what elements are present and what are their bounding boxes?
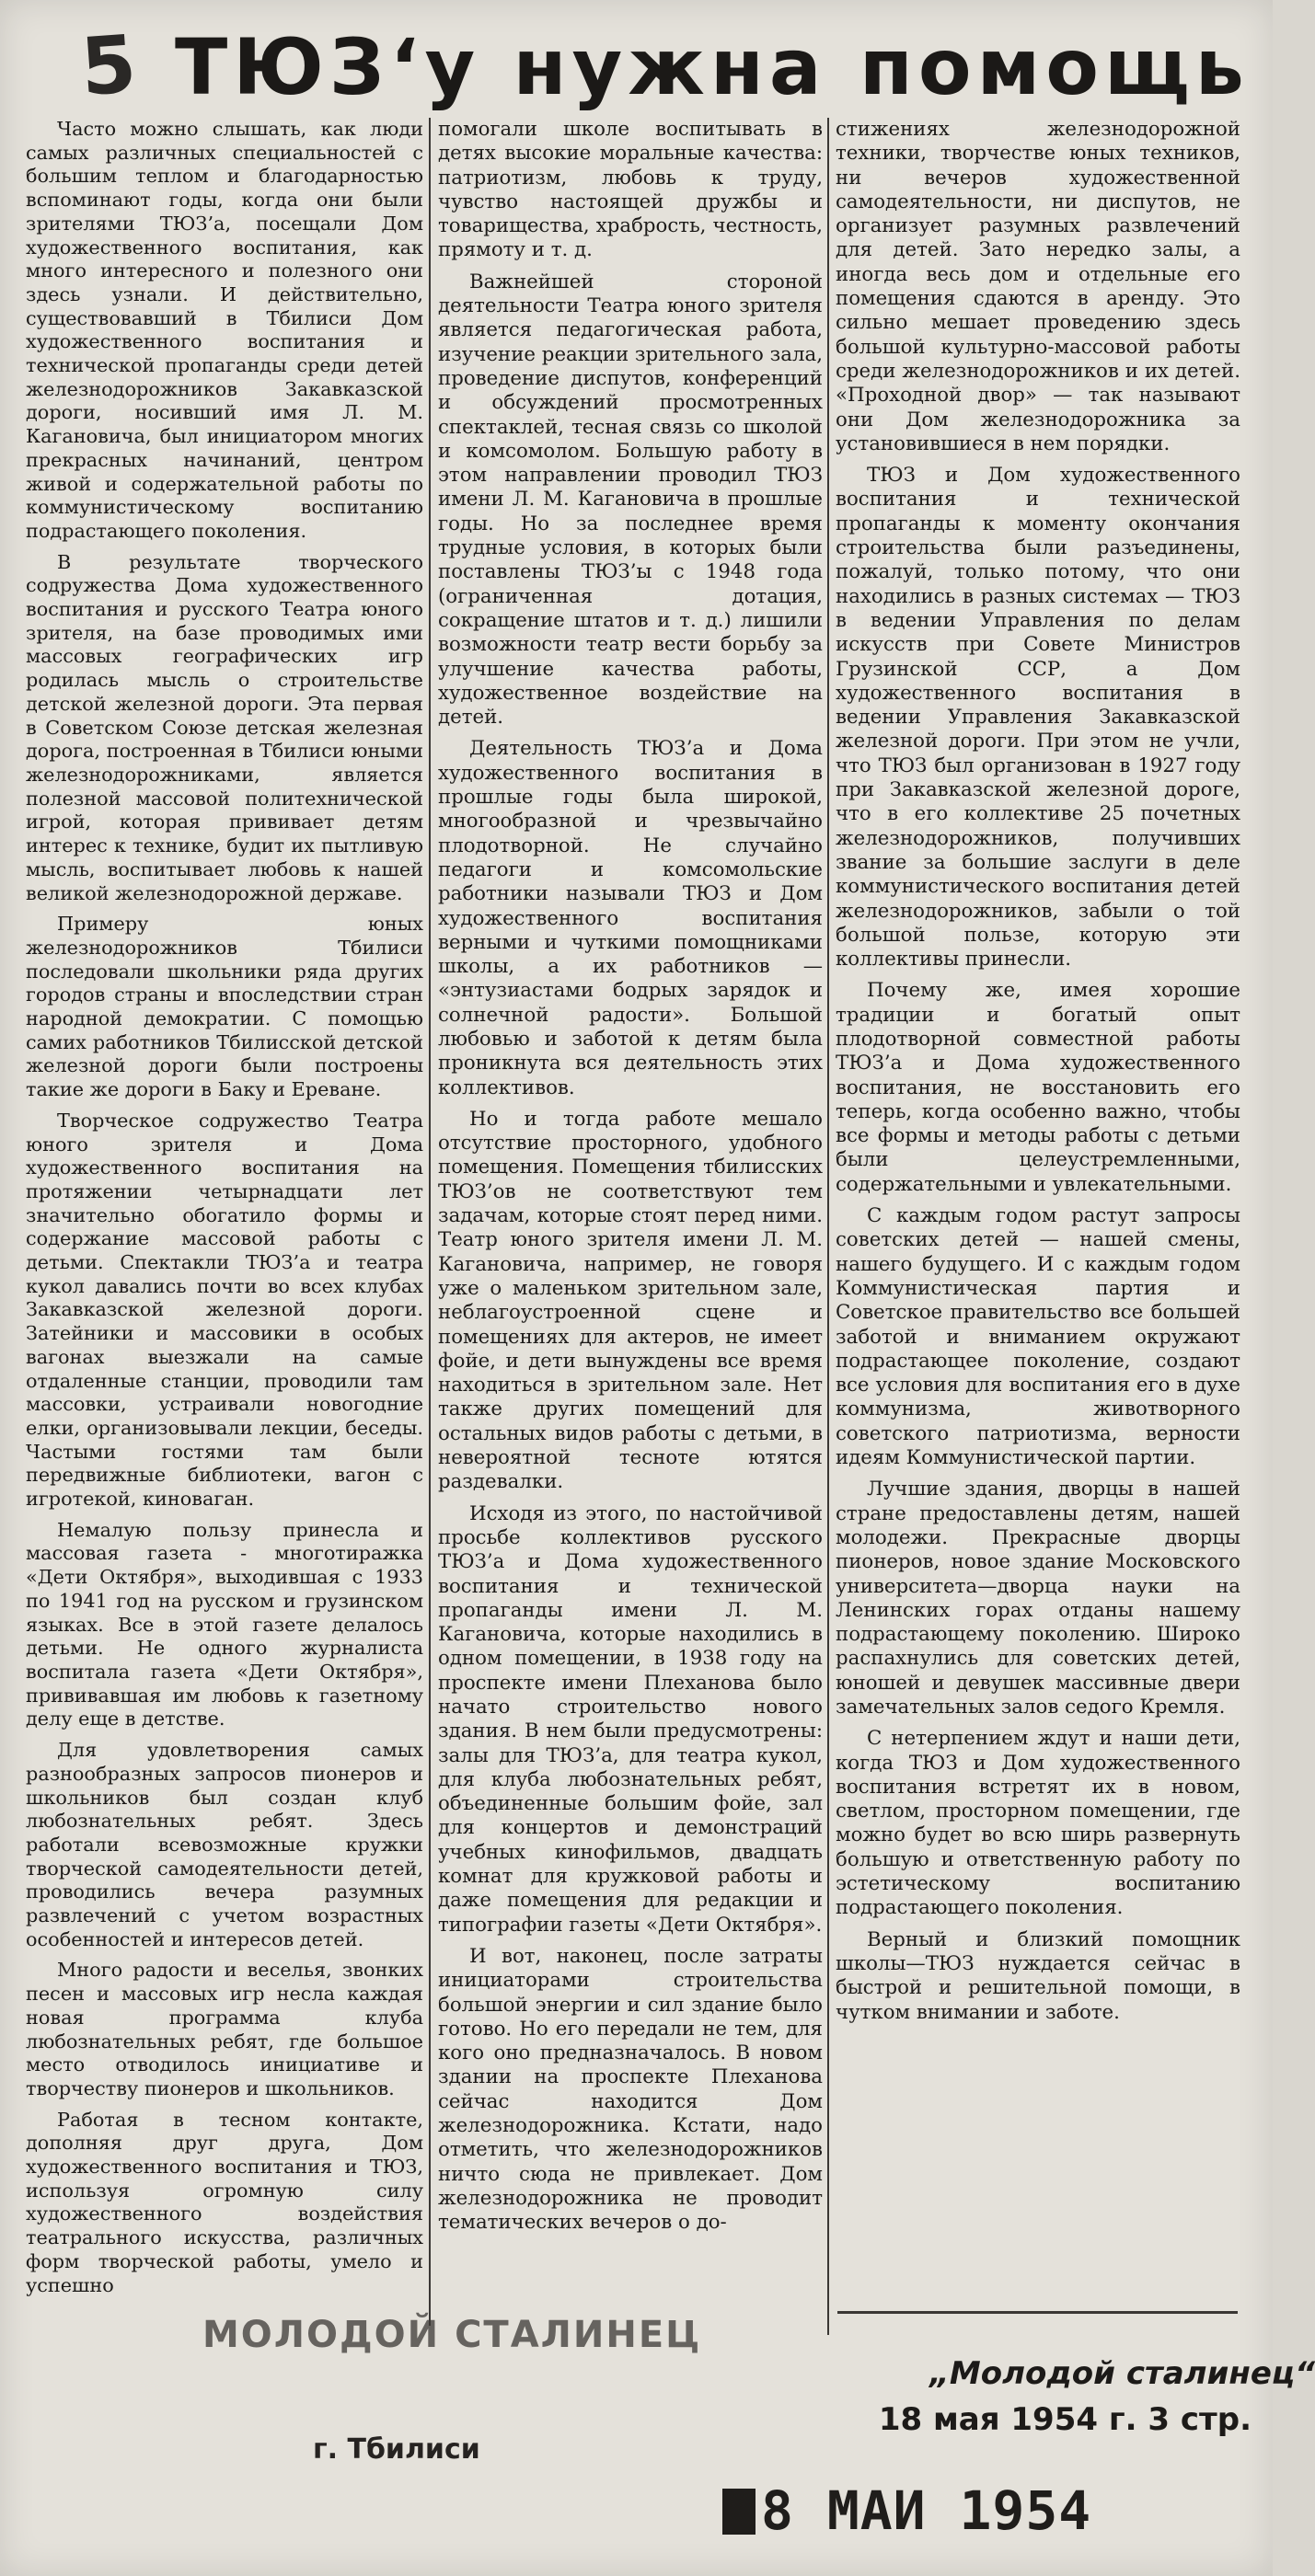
article-title: ТЮЗ‘у нужна помощь: [175, 22, 1250, 112]
paragraph: Часто можно слышать, как люди самых различных специальностей с большим теплом и благодарностью вспоминают годы, когда они были зрителями ТЮЗ’а, посещали Дом художественного воспитания, как много интересного и полезного они здесь узнали. И действительно, существовавший в Тбилиси Дом художественного воспитания и технической пропаганды среди детей железнодорожников Закавказской дороги, носивший имя Л. М. Кагановича, был инициатором многих прекрасных начинаний, центром живой и содержательной работы по коммунистическому воспитанию подрастающего поколения.: [26, 118, 423, 542]
article-column-2: [438, 118, 823, 2340]
paragraph: Работая в тесном контакте, дополняя друг друга, Дом художественного воспитания и ТЮЗ, используя огромную силу художественного воздействия театрального искусства, различных форм творческой работы, умело и успешно: [26, 2108, 423, 2296]
paragraph: помогали школе воспитывать в детях высокие моральные качества: патриотизм, любовь к труду, чувство настоящей дружбы и товарищества, храбрость, честность, прямоту и т. д.: [438, 118, 823, 262]
article-column-3: [836, 118, 1240, 2142]
date-stamp: [722, 2479, 1092, 2542]
signature-divider: [837, 2311, 1238, 2314]
stamp-date-text: 8 МАИ 1954: [761, 2479, 1092, 2542]
paragraph: стижениях железнодорожной техники, творчестве юных техников, ни вечеров художественной самодеятельности, ни диспутов, не организует разумных развлечений для детей. Зато нередко залы, а иногда весь дом и отдельные его помещения сдаются в аренду. Это сильно мешает проведению здесь большой культурно-массовой работы среди железнодорожников и их детей. «Проходной двор» — так называют они Дом железнодорожника за установившиеся в нем порядки.: [836, 118, 1240, 455]
article-column-1: [26, 118, 423, 2344]
headline: [0, 17, 1273, 118]
paragraph: С каждым годом растут запросы советских детей — нашей смены, нашего будущего. И с каждым годом Коммунистическая партия и Советское правительство все большей заботой и вниманием окружают подрастающее поколение, создают все условия для воспитания его в духе коммунизма, животворного советского патриотизма, верности идеям Коммунистической партии.: [836, 1204, 1240, 1470]
paragraph: Деятельность ТЮЗ’а и Дома художественного воспитания в прошлые годы была широкой, многообразной и чрезвычайно плодотворной. Не случайно педагоги и комсомольские работники называли ТЮЗ и Дом художественного воспитания верными и чуткими помощниками школы, а их работников — «энтузиастами бодрых зарядок и солнечной радости». Большой любовью и заботой к детям была проникнута вся деятельность этих коллективов.: [438, 737, 823, 1099]
paragraph: Лучшие здания, дворцы в нашей стране предоставлены детям, нашей молодежи. Прекрасные дворцы пионеров, новое здание Московского университета—дворца науки на Ленинских горах отданы нашему подрастающему поколению. Широко распахнулись для советских детей, юношей и девушек массивные двери замечательных залов седого Кремля.: [836, 1478, 1240, 1719]
paragraph: Но и тогда работе мешало отсутствие просторного, удобного помещения. Помещения тбилисских ТЮЗ’ов не соответствуют тем задачам, которые стоят перед ними. Театр юного зрителя имени Л. М. Кагановича, например, не говоря уже о маленьком зрительном зале, неблагоустроенной сцене и помещениях для актеров, не имеет фойе, и дети вынуждены все время находиться в зрительном зале. Нет также других помещений для остальных видов работы с детьми, в невероятной тесноте ютятся раздевалки.: [438, 1107, 823, 1494]
paragraph: С нетерпением ждут и наши дети, когда ТЮЗ и Дом художественного воспитания встретят их в новом, светлом, просторном помещении, где можно будет во всю ширь развернуть большую и ответственную работу по эстетическому воспитанию подрастающего поколения.: [836, 1727, 1240, 1920]
newspaper-name: „Молодой сталинец“: [929, 2355, 1315, 2392]
paragraph: В результате творческого содружества Дома художественного воспитания и русского Театра юного зрителя, на базе проводимых ими массовых географических игр родилась мысль о строительстве детской железной дороги. Эта первая в Советском Союзе детская железная дорога, построенная в Тбилиси юными железнодорожниками, является полезной массовой политехнической игрой, которая прививает детям интерес к технике, будит их пытливую мысль, воспитывает любовь к нашей великой железнодорожной державе.: [26, 550, 423, 904]
paragraph: Исходя из этого, по настойчивой просьбе коллективов русского ТЮЗ’а и Дома художественного воспитания и технической пропаганды имени Л. М. Кагановича, которые находились в одном помещении, в 1938 году на проспекте имени Плеханова было начато строительство нового здания. В нем были предусмотрены: залы для ТЮЗ’а, для театра кукол, для клуба любознательных ребят, объединенные большим фойе, зал для концертов и демонстраций учебных кинофильмов, двадцать комнат для кружковой работы и даже помещения для редакции и типографии газеты «Дети Октября».: [438, 1501, 823, 1937]
paragraph: Примеру юных железнодорожников Тбилиси последовали школьники ряда других городов страны и впоследствии стран народной демократии. С помощью самих работников Тбилисской детской железной дороги были построены такие же дороги в Баку и Ереване.: [26, 913, 423, 1101]
paragraph: Почему же, имея хорошие традиции и богатый опыт плодотворной совместной работы ТЮЗ’а и Дома художественного воспитания, не восстановить его теперь, когда особенно важно, чтобы все формы и методы работы с детьми были целеустремленными, содержательными и увлекательными.: [836, 979, 1240, 1196]
paragraph: Для удовлетворения самых разнообразных запросов пионеров и школьников был создан клуб любознательных ребят. Здесь работали всевозможные кружки творческой самодеятельности детей, проводились вечера разумных развлечений с учетом возрастных особенностей и интересов детей.: [26, 1739, 423, 1950]
paragraph: Немалую пользу принесла и массовая газета - многотиражка «Дети Октября», выходившая с 1933 по 1941 год на русском и грузинском языках. Все в этой газете делалось детьми. Не одного журналиста воспитала газета «Дети Октября», прививавшая им любовь к газетному делу еще в детстве.: [26, 1518, 423, 1731]
paragraph: Творческое содружество Театра юного зрителя и Дома художественного воспитания на протяжении четырнадцати лет значительно обогатило формы и содержание массовой работы с детьми. Спектакли ТЮЗ’а и театра кукол давались почти во всех клубах Закавказской железной дороги. Затейники и массовики в особых вагонах выезжали на самые отдаленные станции, проводили там массовки, устраивали новогодние елки, организовывали лекции, беседы. Частыми гостями там были передвижные библиотеки, вагон с игротекой, киноваган.: [26, 1109, 423, 1511]
handwritten-number: 5: [77, 18, 140, 114]
stamp-city: г. Тбилиси: [313, 2433, 480, 2466]
paragraph: Верный и близкий помощник школы—ТЮЗ нуждается сейчас в быстрой и решительной помощи, в чутком внимании и заботе.: [836, 1927, 1240, 2024]
stamp-newspaper-name: МОЛОДОЙ СТАЛИНЕЦ: [202, 2314, 702, 2356]
paragraph: Важнейшей стороной деятельности Театра юного зрителя является педагогическая работа, изучение реакции зрительного зала, проведение диспутов, конференций и обсуждений просмотренных спектаклей, тесная связь со школой и комсомолом. Большую работу в этом направлении проводил ТЮЗ имени Л. М. Кагановича в прошлые годы. Но за последнее время трудные условия, в которых были поставлены ТЮЗ’ы с 1948 года (ограниченная дотация, сокращение штатов и т. д.) лишили возможности театр вести борьбу за улучшение качества работы, художественное воздействие на детей.: [438, 270, 823, 730]
paragraph: И вот, наконец, после затраты инициаторами строительства большой энергии и сил здание было готово. Но его передали не тем, для кого оно предназначалось. В новом здании на проспекте Плеханова сейчас находится Дом железнодорожника. Кстати, надо отметить, что железнодорожников ничто сюда не привлекает. Дом железнодорожника не проводит тематических вечеров о до-: [438, 1944, 823, 2235]
paragraph: Много радости и веселья, звонких песен и массовых игр несла каждая новая программа клуба любознательных ребят, где большое место отводилось инициативе и творчеству пионеров и школьников.: [26, 1959, 423, 2099]
paragraph: ТЮЗ и Дом художественного воспитания и технической пропаганды к моменту окончания строительства были разъединены, пожалуй, только потому, что они находились в разных системах — ТЮЗ в ведении Управления по делам искусств при Совете Министров Грузинской ССР, а Дом художественного воспитания в ведении Управления Закавказской железной дороги. При этом не учли, что ТЮЗ был организован в 1927 году при Закавказской железной дороге, что в его коллективе 25 почетных железнодорожников, получивших звание за большие заслуги в деле коммунистического воспитания детей железнодорожников, забыли о той большой пользе, которую эти коллективы принесли.: [836, 464, 1240, 972]
stamp-mark-icon: [722, 2489, 756, 2535]
column-divider: [827, 118, 829, 2335]
column-divider: [429, 118, 431, 2326]
issue-date-page: 18 мая 1954 г. 3 стр.: [878, 2401, 1252, 2438]
